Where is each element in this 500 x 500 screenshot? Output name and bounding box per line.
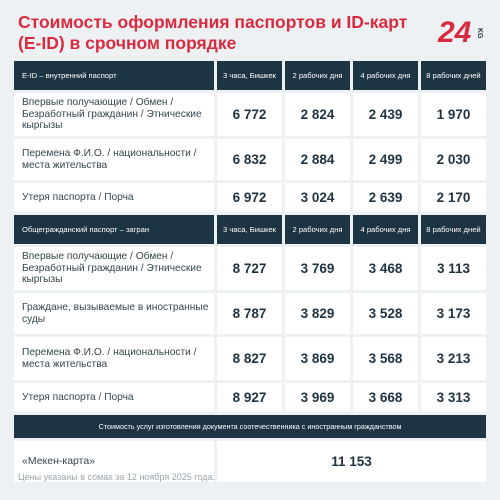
price-cell: 11 153 bbox=[217, 441, 486, 482]
price-cell: 2 499 bbox=[353, 139, 418, 180]
price-cell: 6 972 bbox=[217, 183, 282, 212]
price-cell: 2 884 bbox=[285, 139, 350, 180]
price-cell: 8 787 bbox=[217, 293, 282, 334]
section-title: E-ID – внутренний паспорт bbox=[14, 61, 214, 90]
24kg-logo bbox=[436, 10, 488, 50]
table-row bbox=[14, 139, 486, 180]
price-table bbox=[14, 61, 486, 485]
price-cell: 6 772 bbox=[217, 93, 282, 136]
price-cell: 2 439 bbox=[353, 93, 418, 136]
row-label: «Мекен-карта» bbox=[14, 441, 214, 482]
section-header-zagran bbox=[14, 215, 486, 244]
price-cell: 8 727 bbox=[217, 247, 282, 290]
table-row bbox=[14, 383, 486, 412]
compatriot-header: Стоимость услуг изготовления документа соотечественника с иностранным гражданством bbox=[14, 415, 486, 438]
table-row bbox=[14, 337, 486, 380]
price-cell: 2 824 bbox=[285, 93, 350, 136]
price-cell: 3 313 bbox=[421, 383, 486, 412]
price-cell: 2 639 bbox=[353, 183, 418, 212]
column-header: 3 часа, Бишкек bbox=[217, 61, 282, 90]
price-cell: 2 170 bbox=[421, 183, 486, 212]
column-header: 4 рабочих дня bbox=[353, 61, 418, 90]
price-cell: 3 829 bbox=[285, 293, 350, 334]
column-header: 3 часа, Бишкек bbox=[217, 215, 282, 244]
row-label: Утеря паспорта / Порча bbox=[14, 383, 214, 412]
table-row bbox=[14, 183, 486, 212]
price-cell: 1 970 bbox=[421, 93, 486, 136]
row-label: Граждане, вызываемые в иностранные суды bbox=[14, 293, 214, 334]
price-cell: 3 969 bbox=[285, 383, 350, 412]
column-header: 8 рабочих дней bbox=[421, 215, 486, 244]
price-cell: 3 024 bbox=[285, 183, 350, 212]
price-cell: 3 173 bbox=[421, 293, 486, 334]
footer-note: Цены указаны в сомах за 12 ноября 2025 года. bbox=[18, 472, 215, 482]
price-cell: 3 113 bbox=[421, 247, 486, 290]
logo-suffix: KG bbox=[476, 28, 483, 39]
price-cell: 3 468 bbox=[353, 247, 418, 290]
column-header: 2 рабочих дня bbox=[285, 215, 350, 244]
row-label: Утеря паспорта / Порча bbox=[14, 183, 214, 212]
price-cell: 2 030 bbox=[421, 139, 486, 180]
price-cell: 3 528 bbox=[353, 293, 418, 334]
column-header: 8 рабочих дней bbox=[421, 61, 486, 90]
column-header: 2 рабочих дня bbox=[285, 61, 350, 90]
column-header: 4 рабочих дня bbox=[353, 215, 418, 244]
table-row bbox=[14, 93, 486, 136]
row-label: Впервые получающие / Обмен / Безработный гражданин / Этнические кыргызы bbox=[14, 93, 214, 136]
price-cell: 3 769 bbox=[285, 247, 350, 290]
price-cell: 3 668 bbox=[353, 383, 418, 412]
row-label: Перемена Ф.И.О. / национальности / места жительства bbox=[14, 139, 214, 180]
price-cell: 3 213 bbox=[421, 337, 486, 380]
row-label: Впервые получающие / Обмен / Безработный гражданин / Этнические кыргызы bbox=[14, 247, 214, 290]
table-row bbox=[14, 247, 486, 290]
section-title: Общегражданский паспорт – загран bbox=[14, 215, 214, 244]
row-label: Перемена Ф.И.О. / национальности / места жительства bbox=[14, 337, 214, 380]
price-cell: 6 832 bbox=[217, 139, 282, 180]
price-cell: 8 827 bbox=[217, 337, 282, 380]
price-cell: 3 568 bbox=[353, 337, 418, 380]
table-row bbox=[14, 293, 486, 334]
section-header-eid bbox=[14, 61, 486, 90]
price-cell: 3 869 bbox=[285, 337, 350, 380]
price-cell: 8 927 bbox=[217, 383, 282, 412]
page-title: Стоимость оформления паспортов и ID-карт (E-ID) в срочном порядке bbox=[18, 12, 408, 53]
logo-number: 24 bbox=[438, 16, 472, 49]
